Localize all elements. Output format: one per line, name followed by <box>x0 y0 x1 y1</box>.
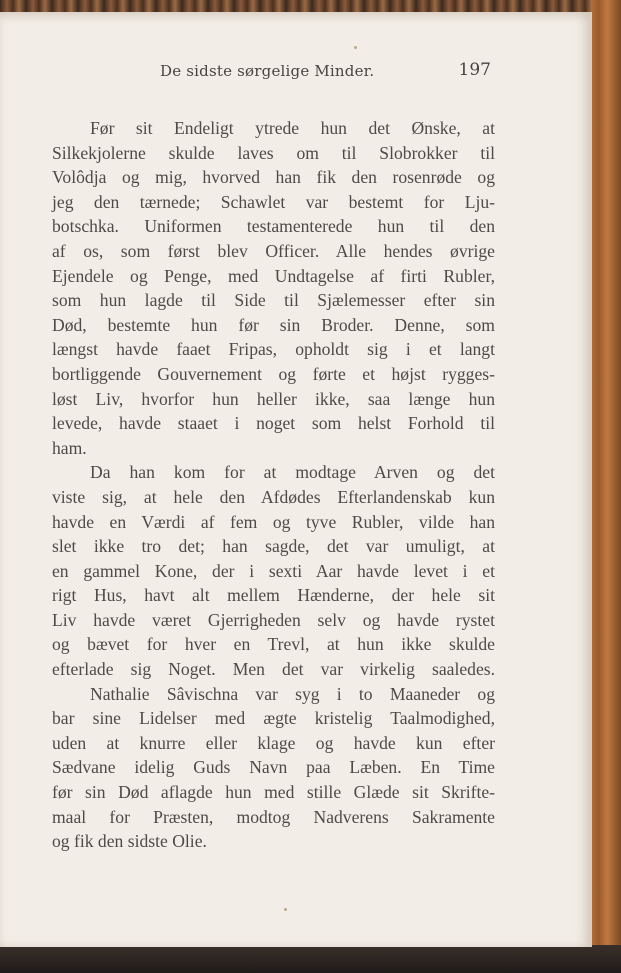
text-line: og fik den sidste Olie. <box>52 831 207 852</box>
text-line: Da han kom for at modtage Arven og det <box>90 462 495 483</box>
text-line: Ejendele og Penge, med Undtagelse af firti Rubler, <box>52 265 495 286</box>
text-line: løst Liv, hvorfor hun heller ikke, saa længe hun <box>52 388 495 409</box>
text-line: jeg den tærnede; Schawlet var bestemt for Lju- <box>52 191 495 212</box>
text-line: og bævet for hver en Trevl, at hun ikke skulde <box>52 634 495 655</box>
text-line: af os, som først blev Officer. Alle hendes øvrige <box>52 240 495 261</box>
text-line: botschka. Uniformen testamenterede hun til den <box>52 216 495 237</box>
paragraph-1 <box>52 116 495 460</box>
text-line: levede, havde staaet i noget som helst Forhold til <box>52 413 495 434</box>
text-line: en gammel Kone, der i sexti Aar havde levet i et <box>52 560 495 581</box>
paper-speck <box>354 46 357 49</box>
text-line: længst havde faaet Fripas, opholdt sig i et langt <box>52 339 495 360</box>
text-line: efterlade sig Noget. Men det var virkelig saaledes. <box>52 659 495 680</box>
text-line: Silkekjolerne skulde laves om til Slobrokker til <box>52 142 495 163</box>
book-top-edge <box>0 0 621 12</box>
text-line: bar sine Lidelser med ægte kristelig Taalmodighed, <box>52 708 495 729</box>
text-line: uden at knurre eller klage og havde kun efter <box>52 732 495 753</box>
running-header <box>52 60 495 84</box>
text-line: rigt Hus, havt alt mellem Hænderne, der hele sit <box>52 585 495 606</box>
text-line: før sin Død aflagde hun med stille Glæde sit Skrifte- <box>52 782 495 803</box>
text-line: bortliggende Gouvernement og førte et højst rygges- <box>52 363 495 384</box>
book-page <box>0 12 592 947</box>
text-line: viste sig, at hele den Afdødes Efterlandenskab kun <box>52 486 495 507</box>
text-line: Nathalie Sâvischna var syg i to Maaneder og <box>90 683 495 704</box>
paper-speck <box>284 908 287 911</box>
text-line: havde en Værdi af fem og tyve Rubler, vilde han <box>52 511 495 532</box>
paragraph-3 <box>52 682 495 854</box>
text-line: som hun lagde til Side til Sjælemesser efter sin <box>52 290 495 311</box>
body-text <box>52 116 495 854</box>
paragraph-2 <box>52 460 495 681</box>
running-title: De sidste sørgelige Minder. <box>160 62 375 80</box>
text-line: ham. <box>52 437 87 458</box>
text-line: slet ikke tro det; han sagde, det var umuligt, at <box>52 536 495 557</box>
book-cover-edge <box>591 0 621 973</box>
text-line: Volôdja og mig, hvorved han fik den rosenrøde og <box>52 167 495 188</box>
page-number: 197 <box>458 60 491 80</box>
text-line: maal for Præsten, modtog Nadverens Sakramente <box>52 806 495 827</box>
text-line: Før sit Endeligt ytrede hun det Ønske, at <box>90 118 495 138</box>
book-bottom-edge <box>0 945 621 973</box>
text-line: Liv havde været Gjerrigheden selv og havde rystet <box>52 609 495 630</box>
text-line: Død, bestemte hun før sin Broder. Denne, som <box>52 314 495 335</box>
text-line: Sædvane idelig Guds Navn paa Læben. En Time <box>52 757 495 778</box>
